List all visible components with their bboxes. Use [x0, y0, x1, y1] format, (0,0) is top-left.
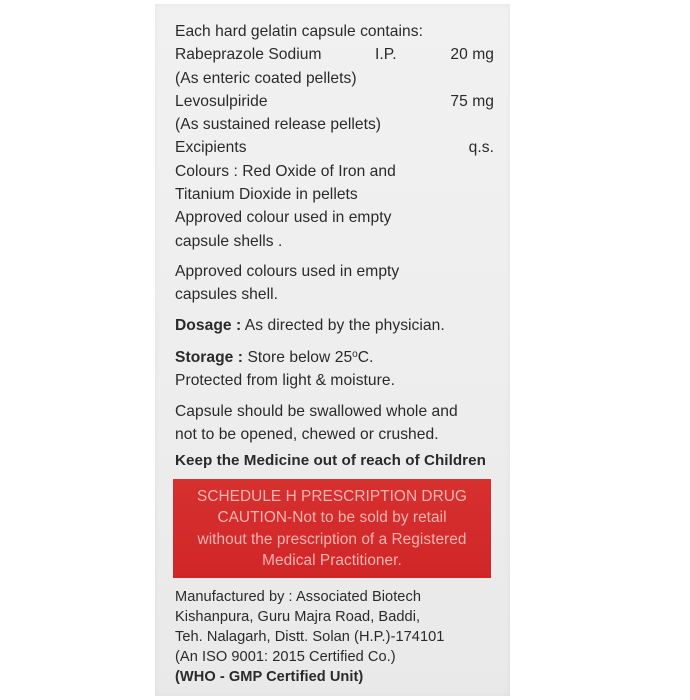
ingredient-name: Levosulpiride: [175, 93, 268, 110]
ingredient-row-excipients: [175, 138, 494, 158]
warning-line-4: Medical Practitioner.: [262, 552, 402, 569]
ingredient-quantity: 20 mg: [450, 46, 494, 63]
swallow-line-1: [175, 402, 494, 422]
degree-symbol: o: [352, 349, 358, 360]
warning-line-2: CAUTION-Not to be sold by retail: [217, 509, 447, 526]
medicine-label-panel: [155, 4, 510, 696]
composition-heading-text: Each hard gelatin capsule contains:: [175, 23, 423, 40]
ingredient-name: Rabeprazole Sodium: [175, 46, 322, 63]
manufacturer-line-3: [175, 627, 494, 647]
colours-text: Approved colours used in empty: [175, 263, 400, 280]
manufacturer-line-5: [175, 667, 494, 687]
manufacturer-line-2: [175, 607, 494, 627]
colours2-line-1: [175, 262, 494, 282]
swallow-text: not to be opened, chewed or crushed.: [175, 426, 439, 443]
schedule-h-warning-box: [173, 479, 491, 578]
storage-text: Protected from light & moisture.: [175, 372, 395, 389]
dosage-text: As directed by the physician.: [244, 317, 445, 334]
storage-text: Store below 25: [247, 349, 353, 366]
colours-line-2: [175, 185, 494, 205]
ingredient-note-text: (As sustained release pellets): [175, 116, 382, 133]
colours-text: Approved colour used in empty: [175, 209, 392, 226]
colours-text: capsules shell.: [175, 286, 279, 303]
warning-line-1: SCHEDULE H PRESCRIPTION DRUG: [197, 488, 467, 505]
colours-line-4: [175, 232, 494, 252]
manufacturer-line-4: [175, 647, 494, 667]
dosage-label: Dosage :: [175, 317, 242, 334]
colours-text: capsule shells .: [175, 233, 283, 250]
ingredient-quantity: 75 mg: [450, 93, 494, 110]
colours2-line-2: [175, 285, 494, 305]
ingredient-note-rabeprazole: [175, 69, 494, 89]
swallow-text: Capsule should be swallowed whole and: [175, 403, 458, 420]
storage-label: Storage :: [175, 349, 244, 366]
ingredient-row-rabeprazole: [175, 45, 494, 65]
manufacturer-text: (An ISO 9001: 2015 Certified Co.): [175, 649, 396, 665]
swallow-line-2: [175, 425, 494, 445]
ingredient-note-text: (As enteric coated pellets): [175, 70, 357, 87]
keep-out-text: Keep the Medicine out of reach of Children: [175, 452, 486, 469]
warning-line-3: without the prescription of a Registered: [197, 531, 467, 548]
colours-text: Colours : Red Oxide of Iron and: [175, 163, 396, 180]
storage-line-2: [175, 371, 494, 391]
ingredient-note-levosulpiride: [175, 115, 494, 135]
manufacturer-line-1: [175, 587, 494, 607]
manufacturer-certification: (WHO - GMP Certified Unit): [175, 669, 364, 685]
colours-line-1: [175, 162, 494, 182]
storage-line-1: [175, 348, 494, 368]
colours-text: Titanium Dioxide in pellets: [175, 186, 358, 203]
dosage-line: [175, 316, 494, 336]
manufacturer-text: Kishanpura, Guru Majra Road, Baddi,: [175, 609, 421, 625]
ingredient-quantity: q.s.: [468, 139, 494, 156]
ingredient-standard: I.P.: [375, 46, 397, 63]
manufacturer-text: Teh. Nalagarh, Distt. Solan (H.P.)-174101: [175, 629, 445, 645]
ingredient-row-levosulpiride: [175, 92, 494, 112]
colours-line-3: [175, 208, 494, 228]
keep-out-warning: [175, 451, 494, 471]
ingredient-name: Excipients: [175, 139, 247, 156]
manufacturer-text: Manufactured by : Associated Biotech: [175, 589, 421, 605]
composition-heading: [175, 22, 494, 42]
storage-unit: C.: [357, 349, 374, 366]
